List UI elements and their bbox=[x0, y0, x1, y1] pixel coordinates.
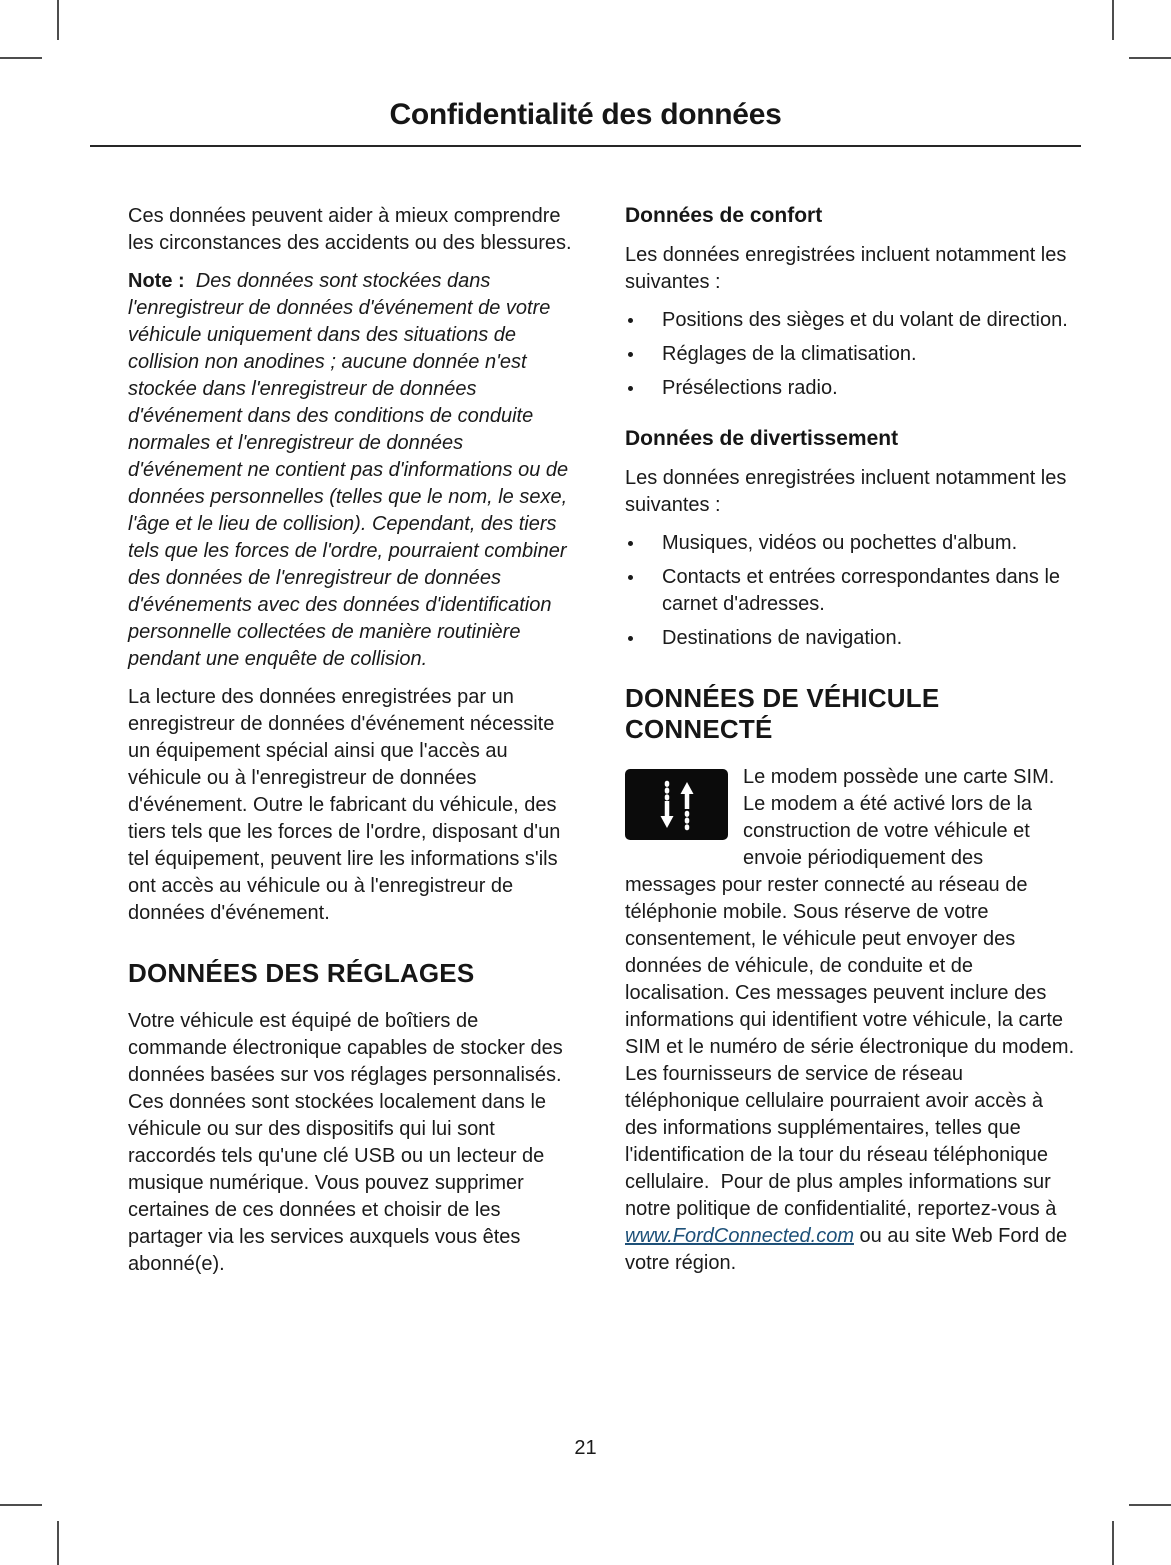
right-column bbox=[625, 203, 1077, 1289]
intro-paragraph: Ces données peuvent aider à mieux comprendre les circonstances des accidents ou des blessures. bbox=[128, 205, 572, 254]
settings-data-paragraph: Votre véhicule est équipé de boîtiers de commande électronique capables de stocker des données basées sur vos réglages personnalisés. Ces données sont stockées localement dans le véhicule ou sur des dispositifs qui lui sont raccordés tels qu'une clé USB ou un lecteur de musique numérique. Vous pouvez supprimer certaines de ces données et choisir de les partager via les services auxquels vous êtes abonné(e). bbox=[128, 1010, 563, 1275]
crop-mark-top-left-vertical bbox=[57, 0, 59, 40]
connected-vehicle-text: Le modem possède une carte SIM. Le modem a été activé lors de la construction de votre véhicule et envoie périodiquement des messages pour rester connecté au réseau de téléphonie mobile. Sous réserve de votre consentement, le véhicule peut envoyer des données de véhicule, de conduite et de localisation. Ces messages peuvent inclure des informations qui identifient votre véhicule, la carte SIM et le numéro de série électronique du modem. Les fournisseurs de service de réseau téléphonique cellulaire pourraient avoir accès à des informations supplémentaires, telles que l'identification de la tour du réseau téléphonique cellulaire. Pour de plus amples informations sur notre politique de confidentialité, reportez-vous à bbox=[625, 766, 1075, 1220]
list-item: Destinations de navigation. bbox=[625, 625, 1077, 652]
left-column bbox=[128, 203, 580, 1289]
crop-mark-top-left-horizontal bbox=[0, 57, 42, 59]
page-footer bbox=[0, 1437, 1171, 1460]
subheading-comfort-data: Données de confort bbox=[625, 204, 823, 227]
content-columns bbox=[128, 203, 1077, 1289]
ford-connected-link[interactable]: www.FordConnected.com bbox=[625, 1225, 854, 1247]
comfort-bullet-list bbox=[625, 307, 1077, 402]
entertainment-bullet-list bbox=[625, 530, 1077, 652]
list-item: Positions des sièges et du volant de direction. bbox=[625, 307, 1077, 334]
page-number: 21 bbox=[574, 1437, 597, 1459]
section-heading-settings-data: DONNÉES DES RÉGLAGES bbox=[128, 958, 475, 988]
list-item: Contacts et entrées correspondantes dans le carnet d'adresses. bbox=[625, 564, 1077, 618]
page-header bbox=[90, 98, 1081, 147]
crop-mark-bottom-right-horizontal bbox=[1129, 1504, 1171, 1506]
list-item: Présélections radio. bbox=[625, 375, 1077, 402]
connected-vehicle-paragraph bbox=[625, 764, 1077, 1277]
title-rule bbox=[90, 145, 1081, 147]
list-item: Musiques, vidéos ou pochettes d'album. bbox=[625, 530, 1077, 557]
crop-mark-bottom-left-horizontal bbox=[0, 1504, 42, 1506]
crop-mark-top-right-vertical bbox=[1112, 0, 1114, 40]
note-paragraph bbox=[128, 268, 580, 673]
page-title: Confidentialité des données bbox=[389, 98, 782, 131]
comfort-intro: Les données enregistrées incluent notamment les suivantes : bbox=[625, 244, 1067, 293]
note-text: Des données sont stockées dans l'enregistreur de données d'événement de votre véhicule uniquement dans des situations de collision non anodines ; aucune donnée n'est stockée dans l'enregistreur de données d'événement dans des conditions de conduite normales et l'enregistreur de données d'événement ne contient pas d'informations ou de données personnelles (telles que le nom, le sexe, l'âge et le lieu de collision). Cependant, des tiers tels que les forces de l'ordre, pourraient combiner des données de l'enregistreur de données d'événements avec des données d'identification personnelle collectées de manière routinière pendant une enquête de collision. bbox=[128, 270, 569, 670]
crop-mark-bottom-left-vertical bbox=[57, 1521, 59, 1565]
crop-mark-top-right-horizontal bbox=[1129, 57, 1171, 59]
entertainment-intro: Les données enregistrées incluent notamment les suivantes : bbox=[625, 467, 1067, 516]
list-item: Réglages de la climatisation. bbox=[625, 341, 1077, 368]
data-up-down-arrows-icon bbox=[625, 769, 728, 840]
connected-vehicle-text-after-link: ou au site Web Ford de votre région. bbox=[625, 1225, 1068, 1274]
note-label: Note : bbox=[128, 270, 185, 292]
section-heading-connected-vehicle-data: DONNÉES DE VÉHICULE CONNECTÉ bbox=[625, 683, 940, 744]
subheading-entertainment-data: Données de divertissement bbox=[625, 427, 899, 450]
crop-mark-bottom-right-vertical bbox=[1112, 1521, 1114, 1565]
event-data-reading-paragraph: La lecture des données enregistrées par un enregistreur de données d'événement nécessite un équipement spécial ainsi que l'accès au véhicule ou à l'enregistreur de données d'événement. Outre le fabricant du véhicule, des tiers tels que les forces de l'ordre, disposant d'un tel équipement, peuvent lire les informations s'ils ont accès au véhicule ou à l'enregistreur de données d'événement. bbox=[128, 686, 561, 924]
